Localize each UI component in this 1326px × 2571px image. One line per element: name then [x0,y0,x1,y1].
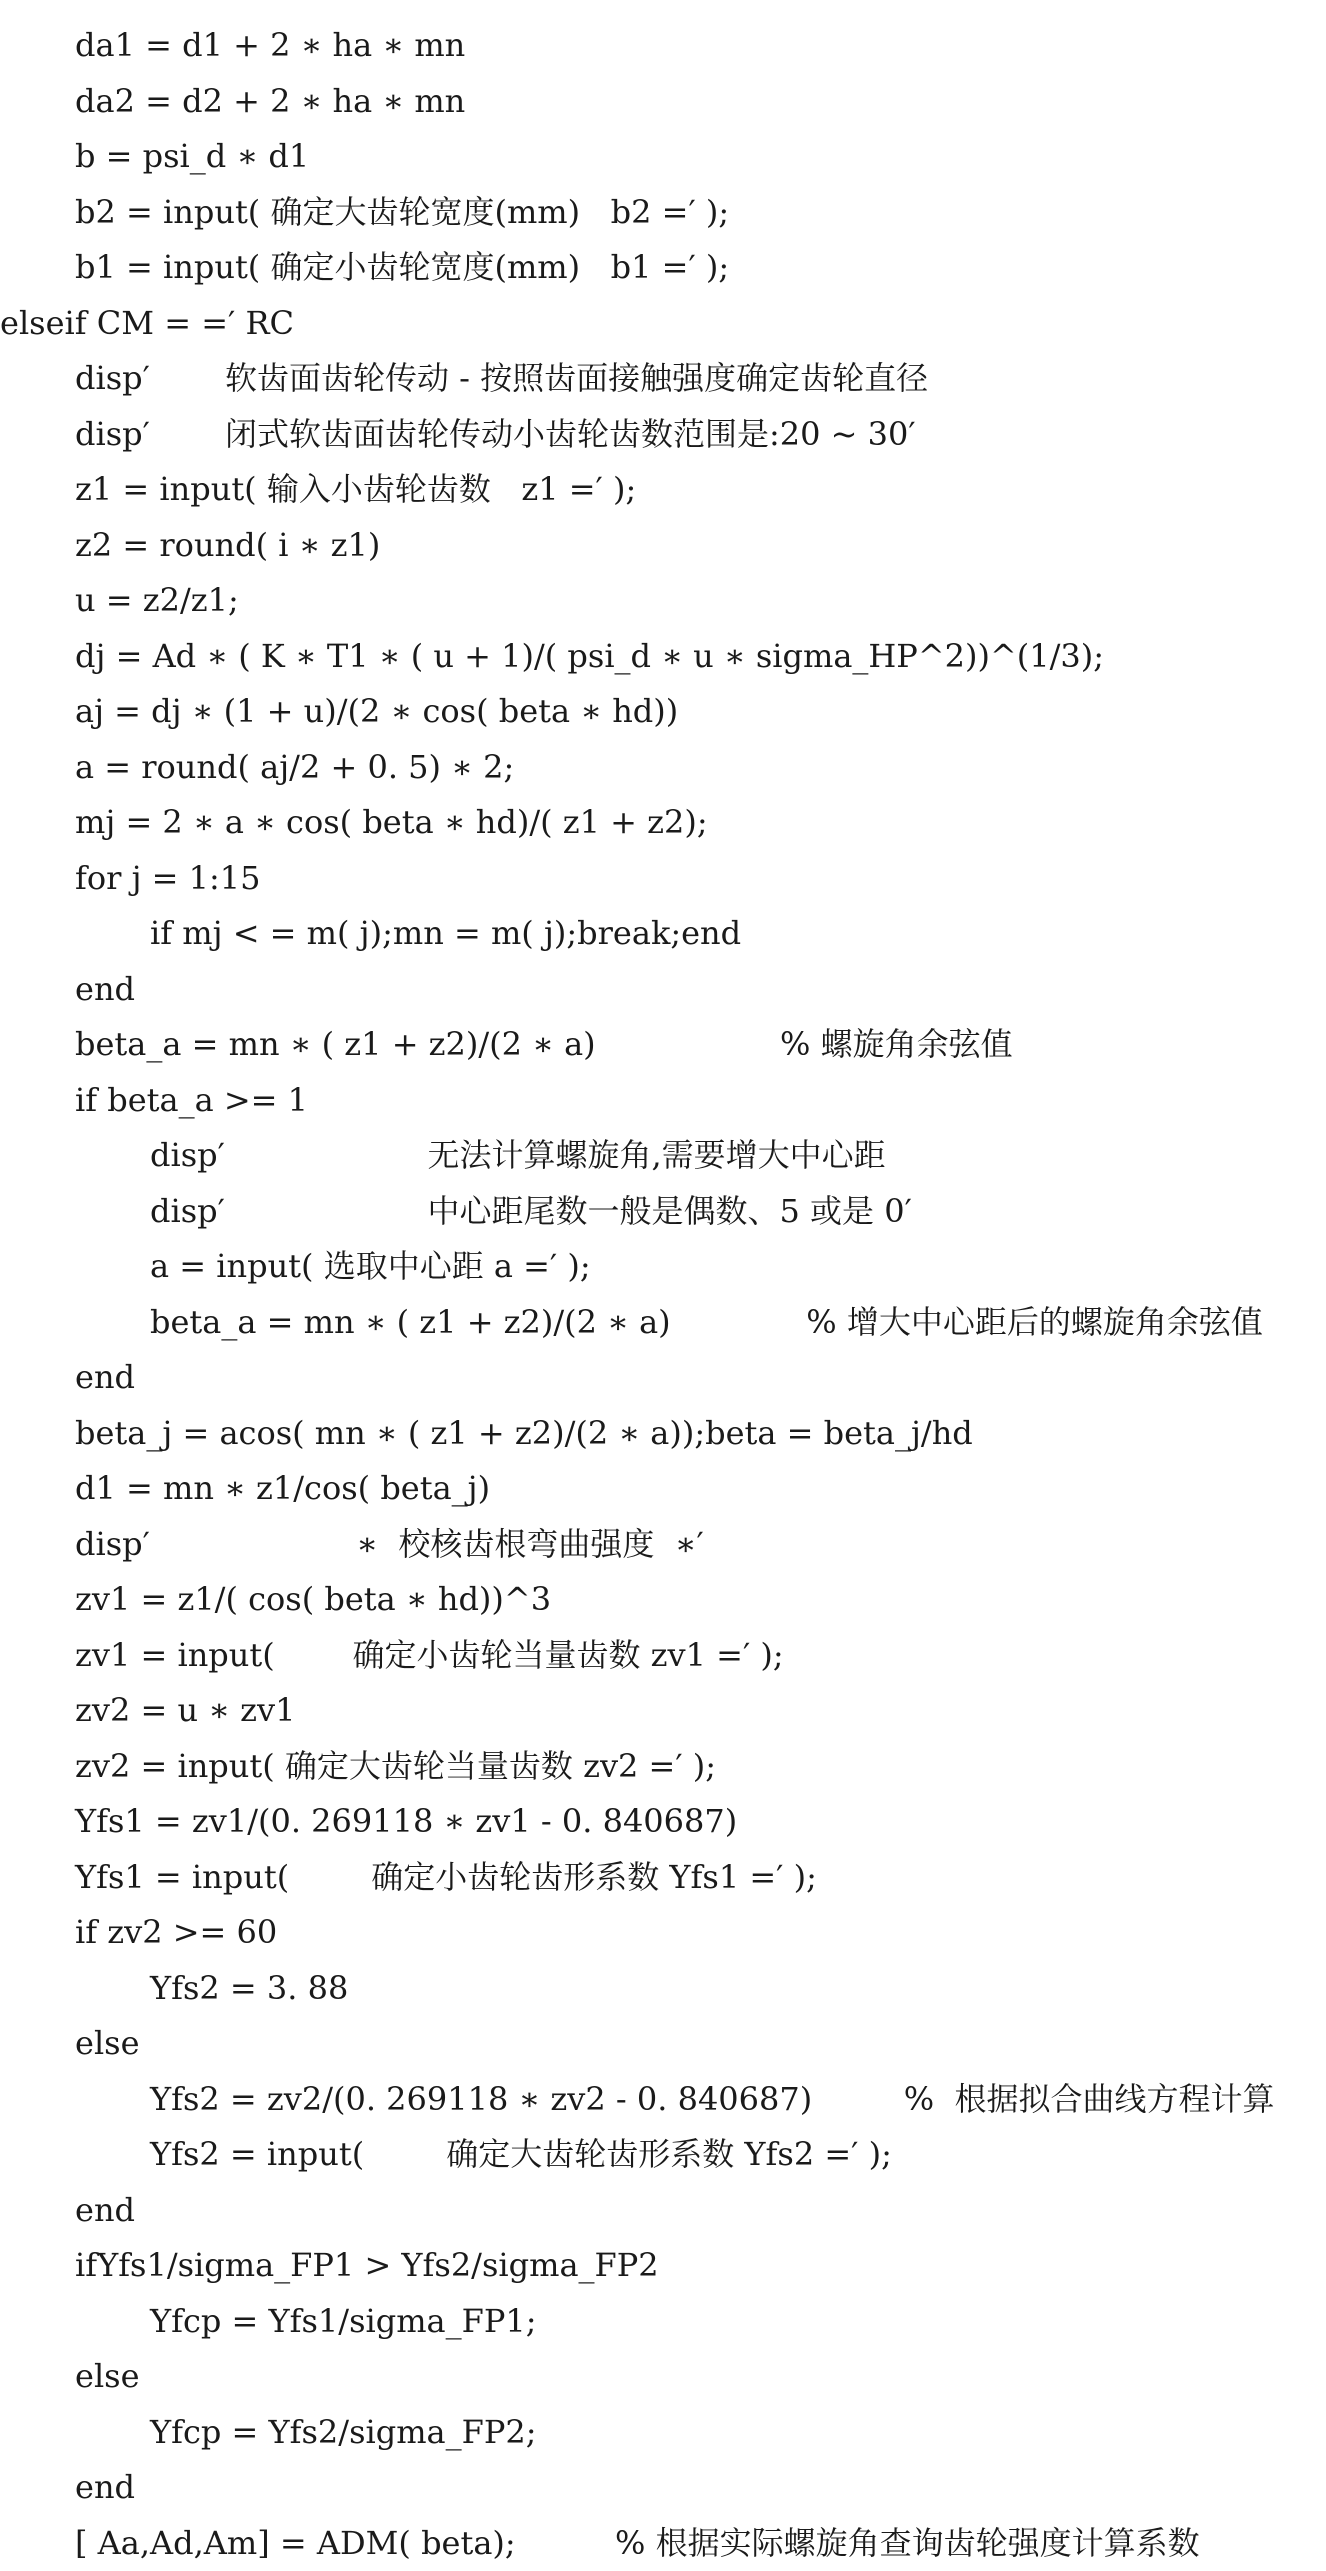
code-text: Yfs1 = zv1/(0. 269118 ∗ zv1 - 0. 840687) [75,1794,737,1850]
code-text: z1 = input( 输入小齿轮齿数 z1 =′ ); [75,462,636,518]
code-text: zv2 = input( 确定大齿轮当量齿数 zv2 =′ ); [75,1739,716,1795]
code-text: end [75,2460,135,2516]
code-text: zv1 = z1/( cos( beta ∗ hd))^3 [75,1572,551,1628]
code-text: disp′ [75,1517,150,1573]
code-text: da2 = d2 + 2 ∗ ha ∗ mn [75,74,465,130]
code-text: disp′ [150,1184,225,1240]
code-text: b1 = input( 确定小齿轮宽度(mm) b1 =′ ); [75,240,729,296]
code-text: aj = dj ∗ (1 + u)/(2 ∗ cos( beta ∗ hd)) [75,684,678,740]
code-segment: % 增大中心距后的螺旋角余弦值 [806,1295,1263,1351]
code-segment: 确定大齿轮齿形系数 Yfs2 =′ ); [446,2127,892,2183]
code-text: u = z2/z1; [75,573,239,629]
code-text: Yfs2 = input( [150,2127,364,2183]
code-text: z2 = round( i ∗ z1) [75,518,380,574]
code-text: end [75,2183,135,2239]
code-text: Yfs2 = zv2/(0. 269118 ∗ zv2 - 0. 840687) [150,2072,812,2128]
code-segment: 确定小齿轮当量齿数 zv1 =′ ); [353,1628,784,1684]
code-text: disp′ [150,1128,225,1184]
code-text: zv1 = input( [75,1628,275,1684]
code-text: zv2 = u ∗ zv1 [75,1683,295,1739]
code-text: a = round( aj/2 + 0. 5) ∗ 2; [75,740,514,796]
code-segment: 无法计算螺旋角,需要增大中心距 [428,1128,886,1184]
code-text: if beta_a >= 1 [75,1073,308,1129]
code-text: b = psi_d ∗ d1 [75,129,309,185]
code-text: Yfs1 = input( [75,1850,289,1906]
code-text: Yfcp = Yfs2/sigma_FP2; [150,2405,537,2461]
code-text: beta_j = acos( mn ∗ ( z1 + z2)/(2 ∗ a));beta = beta_j/hd [75,1406,973,1462]
code-text: ifYfs1/sigma_FP1 > Yfs2/sigma_FP2 [75,2238,659,2294]
code-segment: 中心距尾数一般是偶数、5 或是 0′ [428,1184,912,1240]
code-text: [ Aa,Ad,Am] = ADM( beta); [75,2516,516,2571]
code-text: else [75,2016,140,2072]
code-text: elseif CM = =′ RC [0,296,294,352]
code-text: b2 = input( 确定大齿轮宽度(mm) b2 =′ ); [75,185,729,241]
code-text: for j = 1:15 [75,851,261,907]
code-segment: ∗ 校核齿根弯曲强度 ∗′ [356,1517,703,1573]
code-text: disp′ [75,407,150,463]
code-segment: 确定小齿轮齿形系数 Yfs1 =′ ); [371,1850,817,1906]
code-text: if mj < = m( j);mn = m( j);break;end [150,906,741,962]
code-segment: % 螺旋角余弦值 [780,1017,1013,1073]
code-text: end [75,962,135,1018]
code-text: Yfs2 = 3. 88 [150,1961,348,2017]
code-text: beta_a = mn ∗ ( z1 + z2)/(2 ∗ a) [75,1017,596,1073]
code-text: beta_a = mn ∗ ( z1 + z2)/(2 ∗ a) [150,1295,671,1351]
code-segment: 软齿面齿轮传动 - 按照齿面接触强度确定齿轮直径 [225,351,928,407]
code-text: dj = Ad ∗ ( K ∗ T1 ∗ ( u + 1)/( psi_d ∗ u ∗ sigma_HP^2))^(1/3); [75,629,1104,685]
code-segment: 闭式软齿面齿轮传动小齿轮齿数范围是:20 ~ 30′ [225,407,916,463]
code-text: d1 = mn ∗ z1/cos( beta_j) [75,1461,490,1517]
code-text: end [75,1350,135,1406]
code-text: da1 = d1 + 2 ∗ ha ∗ mn [75,18,465,74]
code-text: disp′ [75,351,150,407]
code-segment: % 根据拟合曲线方程计算 [904,2072,1275,2128]
code-text: mj = 2 ∗ a ∗ cos( beta ∗ hd)/( z1 + z2); [75,795,708,851]
code-text: else [75,2349,140,2405]
code-segment: % 根据实际螺旋角查询齿轮强度计算系数 [615,2516,1200,2571]
code-text: if zv2 >= 60 [75,1905,277,1961]
code-text: a = input( 选取中心距 a =′ ); [150,1239,591,1295]
code-text: Yfcp = Yfs1/sigma_FP1; [150,2294,537,2350]
